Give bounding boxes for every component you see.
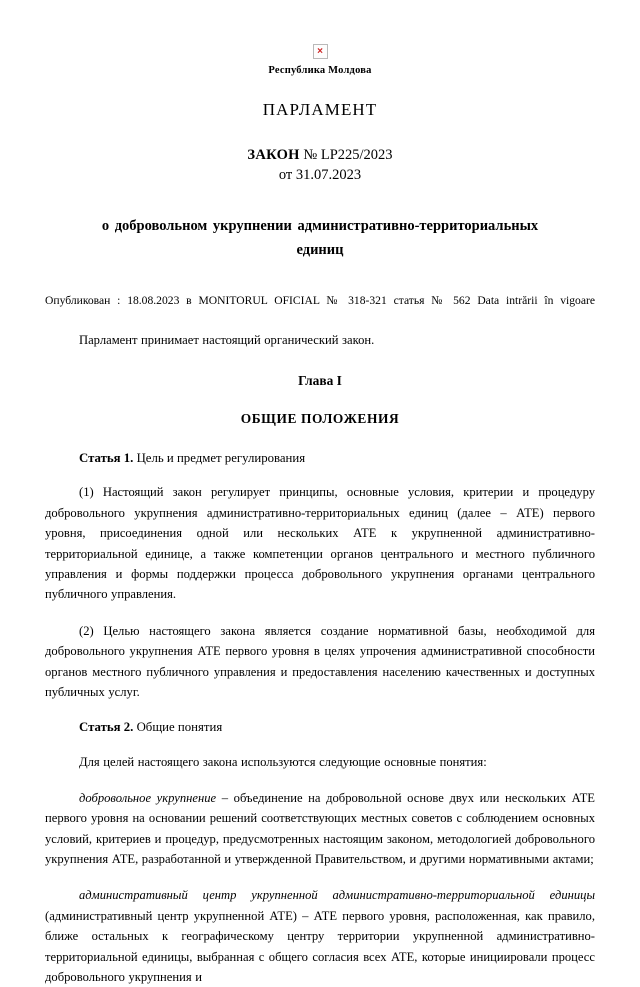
article-2-heading bbox=[45, 718, 595, 737]
country-name: Республика Молдова bbox=[268, 65, 372, 76]
article-1-number: Статья 1. bbox=[79, 451, 134, 466]
article-2-title: Общие понятия bbox=[136, 720, 223, 735]
law-number-line bbox=[45, 146, 595, 166]
article-1-paragraph-1: (1) Настоящий закон регулирует принципы, основные условия, критерии и процедуру добровольного укрупнения административно-территориальных единиц (далее – АТЕ) первого уровня, присоединения одной или нескольких АТЕ к укрупненной административно-территориальной единице, а также компетенции органов центрального и местного публичного управления и формы поддержки процесса добровольного укрупнения органами центрального публичного управления. bbox=[45, 485, 595, 602]
law-number: № LP225/2023 bbox=[303, 146, 393, 163]
definition-1 bbox=[45, 788, 595, 870]
chapter-title: ОБЩИЕ ПОЛОЖЕНИЯ bbox=[240, 410, 400, 426]
law-label: ЗАКОН bbox=[247, 146, 300, 163]
definition-2 bbox=[45, 885, 595, 987]
page-title: о добровольном укрупнении административно-территориальных единиц bbox=[101, 218, 539, 259]
definition-2-text: (административный центр укрупненной АТЕ) – АТЕ первого уровня, расположенная, как правило, ближе остальных к географическому центру территории укрупненной административно-территориальной единицы, выбранная с общего согласия всех АТЕ, которые инициировали процесс добровольного укрупнения и bbox=[45, 908, 595, 985]
article-1-title: Цель и предмет регулирования bbox=[136, 451, 306, 466]
article-1-heading bbox=[45, 449, 595, 468]
publication-info: Опубликован : 18.08.2023 в MONITORUL OFICIAL № 318-321 статья № 562 Data intrării în vigoare bbox=[45, 293, 595, 307]
article-2-number: Статья 2. bbox=[79, 720, 134, 735]
article-1-paragraph-2: (2) Целью настоящего закона является создание нормативной базы, необходимой для добровольного укрупнения АТЕ первого уровня в целях упрочения административной способности органов местного публичного управления и предоставления населению качественных и доступных публичных услуг. bbox=[45, 623, 595, 699]
chapter-number: Глава I bbox=[298, 373, 342, 389]
preamble-paragraph: Парламент принимает настоящий органический закон. bbox=[79, 333, 375, 348]
emblem-container bbox=[45, 44, 595, 59]
law-date: от 31.07.2023 bbox=[278, 166, 362, 183]
article-2-intro: Для целей настоящего закона используются следующие основные понятия: bbox=[79, 754, 487, 769]
definition-1-term: добровольное укрупнение bbox=[79, 790, 217, 805]
broken-image-icon bbox=[313, 44, 328, 59]
institution-name: ПАРЛАМЕНТ bbox=[262, 99, 378, 119]
broken-image-x-glyph: × bbox=[317, 45, 323, 57]
definition-1-text: – объединение на добровольной основе двух или нескольких АТЕ первого уровня на основании решений соответствующих местных советов с соблюдением основных условий, критериев и процедур, предусмотренных настоящим законом, методологией добровольного укрупнения АТЕ, разработанной и утвержденной Правительством, и другими нормативными актами; bbox=[45, 790, 595, 867]
definition-2-term: административный центр укрупненной административно-территориальной единицы bbox=[79, 888, 595, 903]
